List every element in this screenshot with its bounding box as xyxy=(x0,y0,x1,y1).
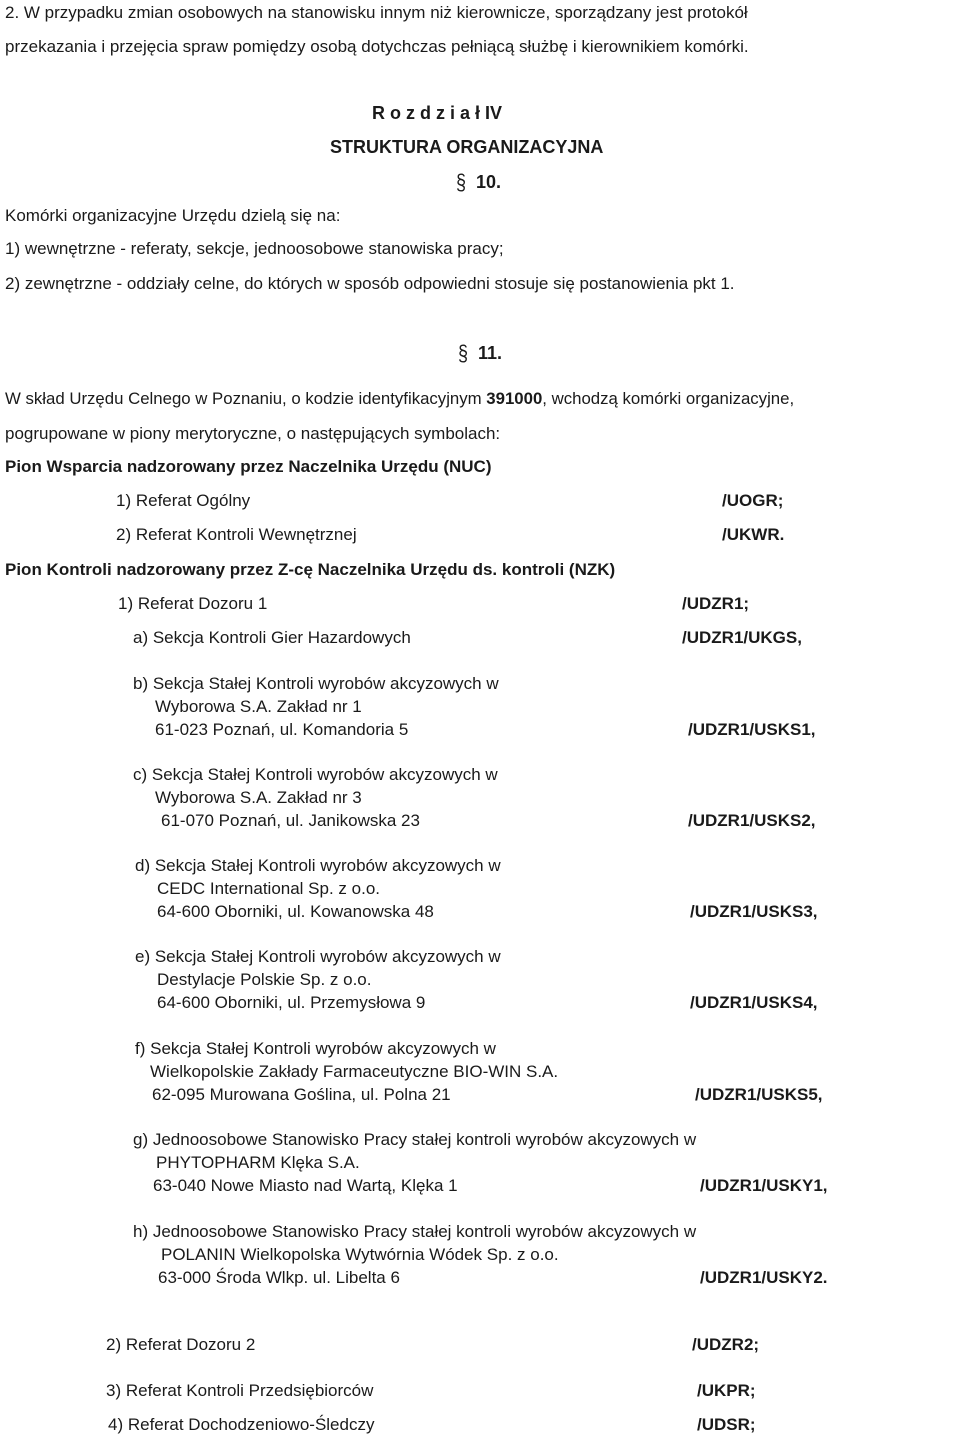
stanowisko-code: /UDZR1/USKY1, xyxy=(700,1176,828,1195)
section-11-heading xyxy=(458,340,503,366)
sekcja-company: CEDC International Sp. z o.o. xyxy=(157,879,381,898)
referat-code: /UKPR; xyxy=(697,1381,756,1400)
section-11-paragraph-line-2: pogrupowane w piony merytoryczne, o następujących symbolach: xyxy=(5,424,501,443)
referat-label: 2) Referat Dozoru 2 xyxy=(106,1335,256,1354)
unit-label: 1) Referat Ogólny xyxy=(116,491,251,510)
stanowisko-company: PHYTOPHARM Klęka S.A. xyxy=(156,1153,360,1172)
section-number: 11. xyxy=(478,343,503,363)
section-10-heading xyxy=(456,169,502,195)
referat-label: 1) Referat Dozoru 1 xyxy=(118,594,268,613)
sekcja-code: /UDZR1/UKGS, xyxy=(682,628,802,647)
stanowisko-code: /UDZR1/USKY2. xyxy=(700,1268,828,1287)
pion-kontroli-title: Pion Kontroli nadzorowany przez Z-cę Naczelnika Urzędu ds. kontroli (NZK) xyxy=(5,560,616,579)
sekcja-company: Wyborowa S.A. Zakład nr 3 xyxy=(155,788,362,807)
stanowisko-label: h) Jednoosobowe Stanowisko Pracy stałej kontroli wyrobów akcyzowych w xyxy=(133,1222,697,1241)
identification-code: 391000 xyxy=(486,389,543,408)
sekcja-address: 62-095 Murowana Goślina, ul. Polna 21 xyxy=(152,1085,451,1104)
referat-code: /UDSR; xyxy=(697,1415,756,1434)
paragraph-text: W skład Urzędu Celnego w Poznaniu, o kodzie identyfikacyjnym xyxy=(5,389,487,408)
sekcja-address: 64-600 Oborniki, ul. Kowanowska 48 xyxy=(157,902,434,921)
unit-label: 2) Referat Kontroli Wewnętrznej xyxy=(116,525,357,544)
referat-code: /UDZR2; xyxy=(692,1335,760,1354)
sekcja-label: e) Sekcja Stałej Kontroli wyrobów akcyzowych w xyxy=(135,947,501,966)
unit-code: /UKWR. xyxy=(722,525,785,544)
sekcja-label: f) Sekcja Stałej Kontroli wyrobów akcyzowych w xyxy=(135,1039,496,1058)
sekcja-label: d) Sekcja Stałej Kontroli wyrobów akcyzowych w xyxy=(135,856,501,875)
referat-code: /UDZR1; xyxy=(682,594,750,613)
sekcja-label: a) Sekcja Kontroli Gier Hazardowych xyxy=(133,628,411,647)
stanowisko-address: 63-040 Nowe Miasto nad Wartą, Klęka 1 xyxy=(153,1176,458,1195)
section-10-item-2: 2) zewnętrzne - oddziały celne, do których w sposób odpowiedni stosuje się postanowienia pkt 1. xyxy=(5,274,735,293)
sekcja-code: /UDZR1/USKS5, xyxy=(695,1085,823,1104)
stanowisko-company: POLANIN Wielkopolska Wytwórnia Wódek Sp. z o.o. xyxy=(161,1245,559,1264)
sekcja-code: /UDZR1/USKS2, xyxy=(688,811,816,830)
chapter-heading: R o z d z i a ł IV xyxy=(372,103,503,123)
referat-label: 3) Referat Kontroli Przedsiębiorców xyxy=(106,1381,374,1400)
intro-line-1: 2. W przypadku zmian osobowych na stanowisku innym niż kierownicze, sporządzany jest protokół xyxy=(5,3,748,22)
section-10-lead: Komórki organizacyjne Urzędu dzielą się na: xyxy=(5,206,341,225)
section-number: 10. xyxy=(476,172,502,192)
section-sign: § xyxy=(456,169,467,195)
stanowisko-label: g) Jednoosobowe Stanowisko Pracy stałej kontroli wyrobów akcyzowych w xyxy=(133,1130,697,1149)
sekcja-address: 61-070 Poznań, ul. Janikowska 23 xyxy=(161,811,420,830)
sekcja-company: Wyborowa S.A. Zakład nr 1 xyxy=(155,697,362,716)
paragraph-text: , wchodzą komórki organizacyjne, xyxy=(542,389,795,408)
sekcja-address: 61-023 Poznań, ul. Komandoria 5 xyxy=(155,720,409,739)
intro-line-2: przekazania i przejęcia spraw pomiędzy osobą dotychczas pełniącą służbę i kierownikiem komórki. xyxy=(5,37,749,56)
chapter-title: STRUKTURA ORGANIZACYJNA xyxy=(330,137,604,157)
sekcja-company: Wielkopolskie Zakłady Farmaceutyczne BIO-WIN S.A. xyxy=(150,1062,559,1081)
section-11-paragraph-line-1 xyxy=(5,389,794,409)
sekcja-label: b) Sekcja Stałej Kontroli wyrobów akcyzowych w xyxy=(133,674,499,693)
sekcja-code: /UDZR1/USKS1, xyxy=(688,720,816,739)
sekcja-address: 64-600 Oborniki, ul. Przemysłowa 9 xyxy=(157,993,426,1012)
referat-label: 4) Referat Dochodzeniowo-Śledczy xyxy=(108,1415,375,1434)
stanowisko-address: 63-000 Środa Wlkp. ul. Libelta 6 xyxy=(158,1268,400,1287)
unit-code: /UOGR; xyxy=(722,491,784,510)
pion-wsparcia-title: Pion Wsparcia nadzorowany przez Naczelnika Urzędu (NUC) xyxy=(5,457,492,476)
section-sign: § xyxy=(458,340,469,366)
sekcja-company: Destylacje Polskie Sp. z o.o. xyxy=(157,970,372,989)
sekcja-label: c) Sekcja Stałej Kontroli wyrobów akcyzowych w xyxy=(133,765,498,784)
sekcja-code: /UDZR1/USKS3, xyxy=(690,902,818,921)
section-10-item-1: 1) wewnętrzne - referaty, sekcje, jednoosobowe stanowiska pracy; xyxy=(5,239,504,258)
sekcja-code: /UDZR1/USKS4, xyxy=(690,993,818,1012)
